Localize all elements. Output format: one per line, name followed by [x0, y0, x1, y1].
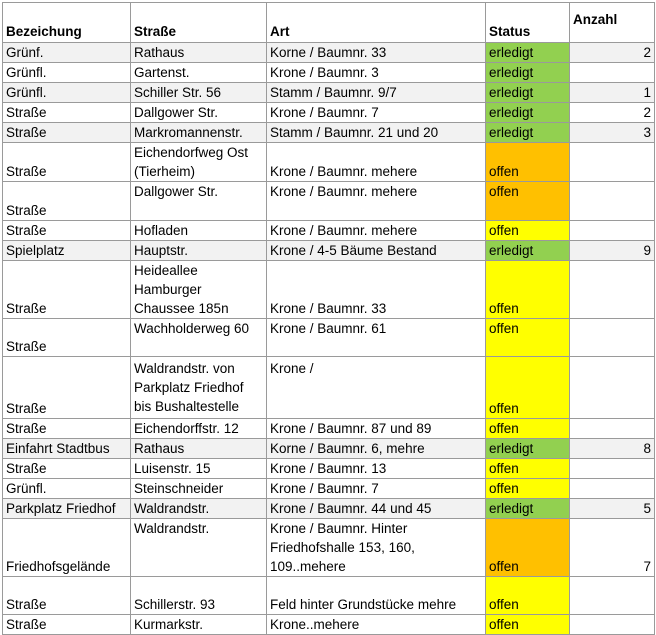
table-row [3, 357, 655, 419]
cell-strasse: Gartenst. [131, 63, 267, 83]
cell-art: Krone / Baumnr. 33 [267, 261, 486, 319]
cell-art: Korne / Baumnr. 6, mehre [267, 439, 486, 459]
table-row [3, 83, 655, 103]
cell-art: Krone / Baumnr. 7 [267, 103, 486, 123]
cell-art: Krone / [267, 357, 486, 419]
table-row [3, 182, 655, 221]
cell-art: Krone / Baumnr. 44 und 45 [267, 499, 486, 519]
cell-anzahl [570, 357, 655, 419]
header-bezeichung: Bezeichung [3, 3, 131, 43]
cell-anzahl [570, 577, 655, 615]
status-badge: offen [486, 357, 570, 419]
table-row [3, 103, 655, 123]
cell-bezeichung: Straße [3, 319, 131, 357]
table-row [3, 519, 655, 577]
cell-anzahl: 2 [570, 103, 655, 123]
cell-bezeichung: Straße [3, 615, 131, 635]
cell-art: Krone / 4-5 Bäume Bestand [267, 241, 486, 261]
cell-bezeichung: Spielplatz [3, 241, 131, 261]
cell-anzahl [570, 615, 655, 635]
cell-anzahl [570, 143, 655, 182]
cell-anzahl: 1 [570, 83, 655, 103]
status-badge: offen [486, 479, 570, 499]
cell-anzahl: 8 [570, 439, 655, 459]
header-art: Art [267, 3, 486, 43]
cell-strasse: Steinschneider [131, 479, 267, 499]
table-row [3, 615, 655, 635]
cell-art: Korne / Baumnr. 33 [267, 43, 486, 63]
cell-strasse: Markromannenstr. [131, 123, 267, 143]
cell-strasse: Dallgower Str. [131, 103, 267, 123]
cell-anzahl: 2 [570, 43, 655, 63]
tree-maintenance-table [2, 2, 655, 635]
cell-art: Krone / Baumnr. 87 und 89 [267, 419, 486, 439]
table-row [3, 499, 655, 519]
cell-strasse: Schillerstr. 93 [131, 577, 267, 615]
status-badge: offen [486, 143, 570, 182]
cell-art: Krone / Baumnr. 7 [267, 479, 486, 499]
cell-bezeichung: Grünfl. [3, 83, 131, 103]
cell-anzahl: 5 [570, 499, 655, 519]
cell-anzahl: 3 [570, 123, 655, 143]
cell-bezeichung: Straße [3, 182, 131, 221]
cell-bezeichung: Einfahrt Stadtbus [3, 439, 131, 459]
table-row [3, 439, 655, 459]
table-row [3, 261, 655, 319]
cell-anzahl [570, 479, 655, 499]
cell-bezeichung: Straße [3, 459, 131, 479]
status-badge: offen [486, 459, 570, 479]
status-badge: erledigt [486, 43, 570, 63]
status-badge: offen [486, 577, 570, 615]
cell-anzahl [570, 221, 655, 241]
status-badge: erledigt [486, 439, 570, 459]
cell-anzahl [570, 459, 655, 479]
cell-strasse: Heideallee Hamburger Chaussee 185n [131, 261, 267, 319]
status-badge: offen [486, 615, 570, 635]
status-badge: erledigt [486, 241, 570, 261]
status-badge: offen [486, 319, 570, 357]
table-row [3, 577, 655, 615]
table-row [3, 43, 655, 63]
cell-anzahl: 9 [570, 241, 655, 261]
cell-strasse: Luisenstr. 15 [131, 459, 267, 479]
status-badge: erledigt [486, 103, 570, 123]
cell-strasse: Rathaus [131, 43, 267, 63]
status-badge: offen [486, 221, 570, 241]
cell-bezeichung: Parkplatz Friedhof [3, 499, 131, 519]
header-strasse: Straße [131, 3, 267, 43]
status-badge: erledigt [486, 499, 570, 519]
status-badge: erledigt [486, 63, 570, 83]
cell-anzahl [570, 319, 655, 357]
cell-strasse: Rathaus [131, 439, 267, 459]
cell-art: Krone / Baumnr. mehere [267, 143, 486, 182]
cell-strasse: Eichendorfweg Ost (Tierheim) [131, 143, 267, 182]
table-row [3, 123, 655, 143]
cell-art: Krone..mehere [267, 615, 486, 635]
cell-art: Krone / Baumnr. 3 [267, 63, 486, 83]
cell-art: Feld hinter Grundstücke mehre [267, 577, 486, 615]
cell-anzahl [570, 182, 655, 221]
table-row [3, 479, 655, 499]
cell-art: Stamm / Baumnr. 9/7 [267, 83, 486, 103]
cell-strasse: Waldrandstr. [131, 519, 267, 577]
cell-bezeichung: Straße [3, 123, 131, 143]
header-row [3, 3, 655, 43]
cell-bezeichung: Straße [3, 419, 131, 439]
cell-strasse: Dallgower Str. [131, 182, 267, 221]
cell-bezeichung: Grünf. [3, 43, 131, 63]
table-row [3, 459, 655, 479]
cell-bezeichung: Grünfl. [3, 479, 131, 499]
cell-strasse: Hauptstr. [131, 241, 267, 261]
cell-bezeichung: Straße [3, 357, 131, 419]
cell-art: Krone / Baumnr. mehere [267, 182, 486, 221]
cell-strasse: Eichendorffstr. 12 [131, 419, 267, 439]
cell-anzahl: 7 [570, 519, 655, 577]
cell-bezeichung: Grünfl. [3, 63, 131, 83]
cell-art: Krone / Baumnr. 61 [267, 319, 486, 357]
table-row [3, 143, 655, 182]
cell-strasse: Schiller Str. 56 [131, 83, 267, 103]
status-badge: offen [486, 419, 570, 439]
cell-bezeichung: Straße [3, 261, 131, 319]
cell-anzahl [570, 63, 655, 83]
status-badge: offen [486, 261, 570, 319]
table-row [3, 319, 655, 357]
header-status: Status [486, 3, 570, 43]
cell-bezeichung: Straße [3, 577, 131, 615]
cell-anzahl [570, 419, 655, 439]
cell-bezeichung: Straße [3, 143, 131, 182]
table-row [3, 419, 655, 439]
cell-strasse: Wachholderweg 60 [131, 319, 267, 357]
cell-strasse: Waldrandstr. [131, 499, 267, 519]
status-badge: offen [486, 519, 570, 577]
cell-bezeichung: Straße [3, 103, 131, 123]
table-row [3, 63, 655, 83]
status-badge: erledigt [486, 123, 570, 143]
cell-art: Krone / Baumnr. 13 [267, 459, 486, 479]
header-anzahl: Anzahl [570, 3, 655, 43]
cell-strasse: Kurmarkstr. [131, 615, 267, 635]
cell-art: Krone / Baumnr. Hinter Friedhofshalle 153, 160, 109..mehere [267, 519, 486, 577]
status-badge: erledigt [486, 83, 570, 103]
cell-anzahl [570, 261, 655, 319]
cell-art: Stamm / Baumnr. 21 und 20 [267, 123, 486, 143]
table-row [3, 241, 655, 261]
cell-bezeichung: Straße [3, 221, 131, 241]
status-badge: offen [486, 182, 570, 221]
cell-art: Krone / Baumnr. mehere [267, 221, 486, 241]
cell-bezeichung: Friedhofsgelände [3, 519, 131, 577]
cell-strasse: Hofladen [131, 221, 267, 241]
cell-strasse: Waldrandstr. von Parkplatz Friedhof bis Bushaltestelle [131, 357, 267, 419]
table-row [3, 221, 655, 241]
